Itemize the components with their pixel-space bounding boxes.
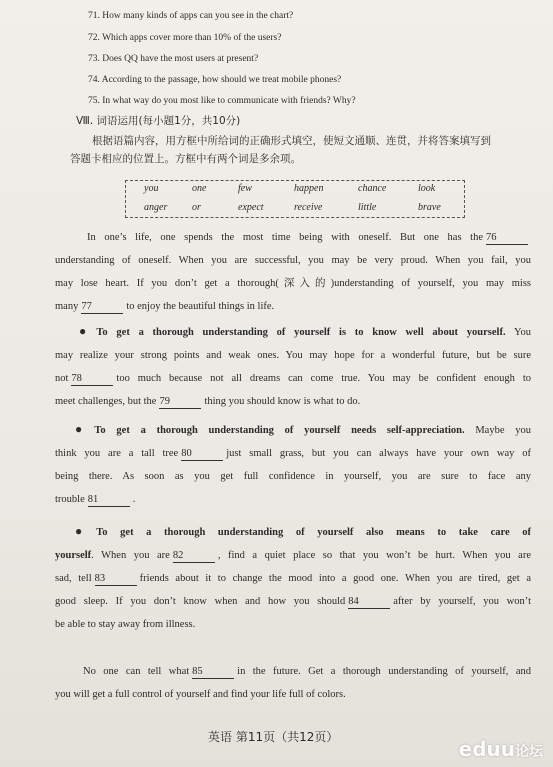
p2-line-1: ● To get a thorough understanding of yourself is to know well about yourself. You — [79, 324, 531, 338]
blank-79[interactable]: 79 — [159, 395, 201, 409]
p4-line-4: good sleep. If you don’t know when and how you should 84 after by yourself, you won’t — [55, 596, 531, 607]
instructions-line-2: 答题卡相应的位置上。方框中有两个词是多余项。 — [70, 153, 301, 165]
question-72: 72. Which apps cover more than 10% of the users? — [88, 33, 282, 43]
question-75: 75. In what way do you most like to communicate with friends? Why? — [88, 96, 356, 106]
p5-line-2: you will get a full control of yourself and find your life full of colors. — [55, 689, 346, 700]
p4-line-5: be able to stay away from illness. — [55, 619, 196, 630]
p2-line-4: meet challenges, but the 79 thing you should know is what to do. — [55, 396, 361, 407]
bullet-icon: ● — [79, 324, 93, 338]
p1-line-1: In one’s life, one spends the most time being with oneself. But one has the 76 — [55, 226, 531, 249]
paragraph-5 — [55, 660, 531, 706]
paragraph-4 — [55, 520, 531, 636]
p2-line-2: may realize your strong points and weak ones. You may hope for a wonderful future, but be sure — [55, 350, 531, 361]
instructions-line-1: 根据语篇内容，用方框中所给词的正确形式填空，使短文通顺、连贯，并将答案填写到 — [92, 135, 491, 147]
p4-line-1 — [55, 520, 531, 544]
p5-line-1: No one can tell what 85 in the future. Get a thorough understanding of yourself, and — [83, 666, 531, 677]
blank-76[interactable]: 76 — [486, 231, 528, 245]
page-footer: 英语 第11页（共12页） — [208, 730, 339, 744]
p4-line-2: yourself. When you are 82 , find a quiet place so that you won’t be hurt. When you are — [55, 550, 531, 561]
blank-77[interactable]: 77 — [81, 300, 123, 314]
p1-line-3: may lose heart. If you don’t get a thorough(深入的)understanding of yourself, you may miss — [55, 278, 531, 289]
paragraph-2 — [55, 320, 531, 413]
word-happen: happen — [294, 183, 324, 194]
p3-line-2: think you are a tall tree 80 just small grass, but you can always have your own way of — [55, 448, 531, 459]
p3-line-4: trouble 81 . — [55, 494, 136, 505]
p4-heading: To get a thorough understanding of yourself also means to take care of — [96, 527, 531, 538]
watermark-logo: eduu论坛 — [458, 737, 543, 761]
blank-80[interactable]: 80 — [181, 447, 223, 461]
question-73: 73. Does QQ have the most users at present? — [88, 54, 259, 64]
bullet-icon: ● — [75, 524, 93, 538]
bullet-icon: ● — [75, 422, 91, 436]
word-brave: brave — [418, 202, 441, 213]
blank-81[interactable]: 81 — [88, 493, 130, 507]
word-receive: receive — [294, 202, 323, 213]
section-title: Ⅷ. 词语运用(每小题1分，共10分) — [76, 115, 241, 127]
p1-line-4: many 77 to enjoy the beautiful things in life. — [55, 301, 275, 312]
p1-line-2: understanding of oneself. When you are successful, you may be very proud. When you fail, you — [55, 255, 531, 266]
blank-78[interactable]: 78 — [71, 372, 113, 386]
blank-84[interactable]: 84 — [348, 595, 390, 609]
blank-82[interactable]: 82 — [173, 549, 215, 563]
word-expect: expect — [238, 202, 264, 213]
word-look: look — [418, 183, 436, 194]
p4-line-3: sad, tell 83 friends about it to change the mood into a good one. When you are tired, get a — [55, 573, 531, 584]
blank-85[interactable]: 85 — [192, 665, 234, 679]
word-or: or — [192, 202, 201, 213]
p3-line-3: being there. As soon as you get full confidence in yourself, you are sure to face any — [55, 471, 531, 482]
paragraph-3 — [55, 418, 531, 511]
word-you: you — [144, 183, 159, 194]
p2-line-3: not 78 too much because not all dreams can come true. You may be confident enough to — [55, 373, 531, 384]
p2-heading: To get a thorough understanding of yourself is to know well about yourself. — [96, 327, 506, 338]
question-74: 74. According to the passage, how should we treat mobile phones? — [88, 75, 342, 85]
word-chance: chance — [358, 183, 387, 194]
blank-83[interactable]: 83 — [95, 572, 137, 586]
p3-heading: To get a thorough understanding of yourself needs self-appreciation. — [94, 425, 465, 436]
question-71: 71. How many kinds of apps can you see in the chart? — [88, 11, 294, 21]
paragraph-1 — [55, 226, 531, 318]
word-little: little — [358, 202, 377, 213]
p3-line-1: ● To get a thorough understanding of yourself needs self-appreciation. Maybe you — [75, 422, 531, 436]
word-few: few — [238, 183, 252, 194]
word-anger: anger — [144, 202, 168, 213]
word-one: one — [192, 183, 207, 194]
word-box — [125, 180, 465, 218]
